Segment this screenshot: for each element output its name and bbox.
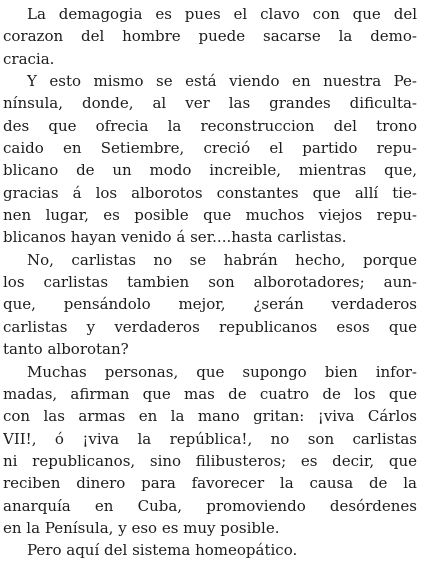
text-line: tanto alborotan?: [3, 340, 129, 359]
text-line: blicano de un modo increible, mientras que,: [3, 161, 417, 180]
document-page: [3, 3, 417, 562]
text-line: reciben dinero para favorecer la causa de la: [3, 474, 417, 493]
paragraph: [3, 3, 417, 70]
body-text: [3, 3, 417, 562]
text-line: que, pensándolo mejor, ¿serán verdaderos: [3, 295, 417, 314]
text-line: ni republicanos, sino filibusteros; es decir, que: [3, 451, 417, 470]
text-line: nen lugar, es posible que muchos viejos repu-: [3, 206, 417, 225]
text-line: con las armas en la mano gritan: ¡viva Cárlos: [3, 407, 417, 426]
text-line: los carlistas tambien son alborotadores; aun-: [3, 273, 417, 292]
text-line: blicanos hayan venido á ser....hasta carlistas.: [3, 228, 347, 247]
paragraph: [3, 539, 417, 561]
text-line: gracias á los alborotos constantes que allí tie-: [3, 183, 417, 202]
text-line: caido en Setiembre, creció el partido repu-: [3, 139, 417, 158]
paragraph: [3, 361, 417, 540]
text-line: en la Penísula, y eso es muy posible.: [3, 518, 280, 537]
text-line: des que ofrecia la reconstruccion del trono: [3, 116, 417, 135]
paragraph: [3, 249, 417, 361]
text-line: No, carlistas no se habrán hecho, porque: [27, 250, 417, 269]
text-line: madas, afirman que mas de cuatro de los que: [3, 384, 417, 403]
paragraph: [3, 70, 417, 249]
text-line: Y esto mismo se está viendo en nuestra Pe-: [27, 72, 417, 91]
text-line: Muchas personas, que supongo bien infor-: [27, 362, 417, 381]
text-line: anarquía en Cuba, promoviendo desórdenes: [3, 496, 417, 515]
text-line: carlistas y verdaderos republicanos esos que: [3, 317, 417, 336]
text-line: La demagogia es pues el clavo con que del: [27, 5, 417, 23]
text-line: Pero aquí del sistema homeopático.: [27, 541, 298, 560]
text-line: cracia.: [3, 49, 55, 68]
text-line: nínsula, donde, al ver las grandes dificulta-: [3, 94, 417, 113]
text-line: corazon del hombre puede sacarse la demo-: [3, 27, 417, 46]
text-line: VII!, ó ¡viva la república!, no son carlistas: [3, 429, 417, 448]
